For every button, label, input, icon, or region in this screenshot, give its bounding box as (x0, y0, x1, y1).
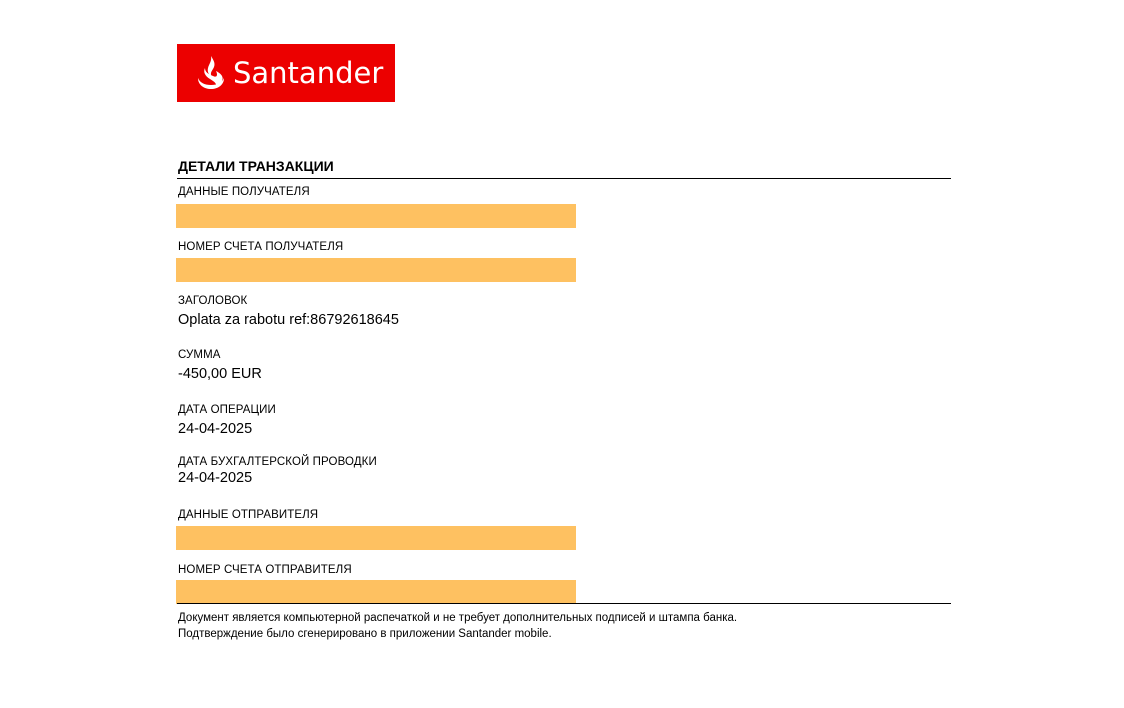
amount-value: -450,00 EUR (178, 366, 262, 382)
bottom-divider (177, 603, 951, 604)
recipient-account-label: НОМЕР СЧЕТА ПОЛУЧАТЕЛЯ (178, 241, 344, 253)
recipient-account-redacted (176, 258, 576, 282)
footer-disclaimer: Документ является компьютерной распечаткой и не требует дополнительных подписей и штампа банка. (178, 612, 738, 624)
operation-date-label: ДАТА ОПЕРАЦИИ (178, 404, 276, 416)
recipient-data-label: ДАННЫЕ ПОЛУЧАТЕЛЯ (178, 186, 310, 198)
santander-flame-icon (193, 54, 229, 92)
top-divider (177, 178, 951, 179)
booking-date-value: 24-04-2025 (178, 470, 253, 486)
sender-data-redacted (176, 526, 576, 550)
booking-date-label: ДАТА БУХГАЛТЕРСКОЙ ПРОВОДКИ (178, 456, 377, 468)
recipient-data-redacted (176, 204, 576, 228)
footer-generated-note: Подтверждение было сгенерировано в приложении Santander mobile. (178, 628, 552, 640)
sender-data-label: ДАННЫЕ ОТПРАВИТЕЛЯ (178, 509, 319, 521)
subject-label: ЗАГОЛОВОК (178, 295, 248, 307)
operation-date-value: 24-04-2025 (178, 421, 253, 437)
sender-account-redacted (176, 580, 576, 604)
subject-value: Oplata za rabotu ref:86792618645 (178, 312, 399, 328)
sender-account-label: НОМЕР СЧЕТА ОТПРАВИТЕЛЯ (178, 564, 352, 576)
santander-logo (177, 44, 395, 102)
santander-logo-text: Santander (233, 56, 384, 90)
section-title: ДЕТАЛИ ТРАНЗАКЦИИ (178, 158, 334, 174)
amount-label: СУММА (178, 349, 221, 361)
